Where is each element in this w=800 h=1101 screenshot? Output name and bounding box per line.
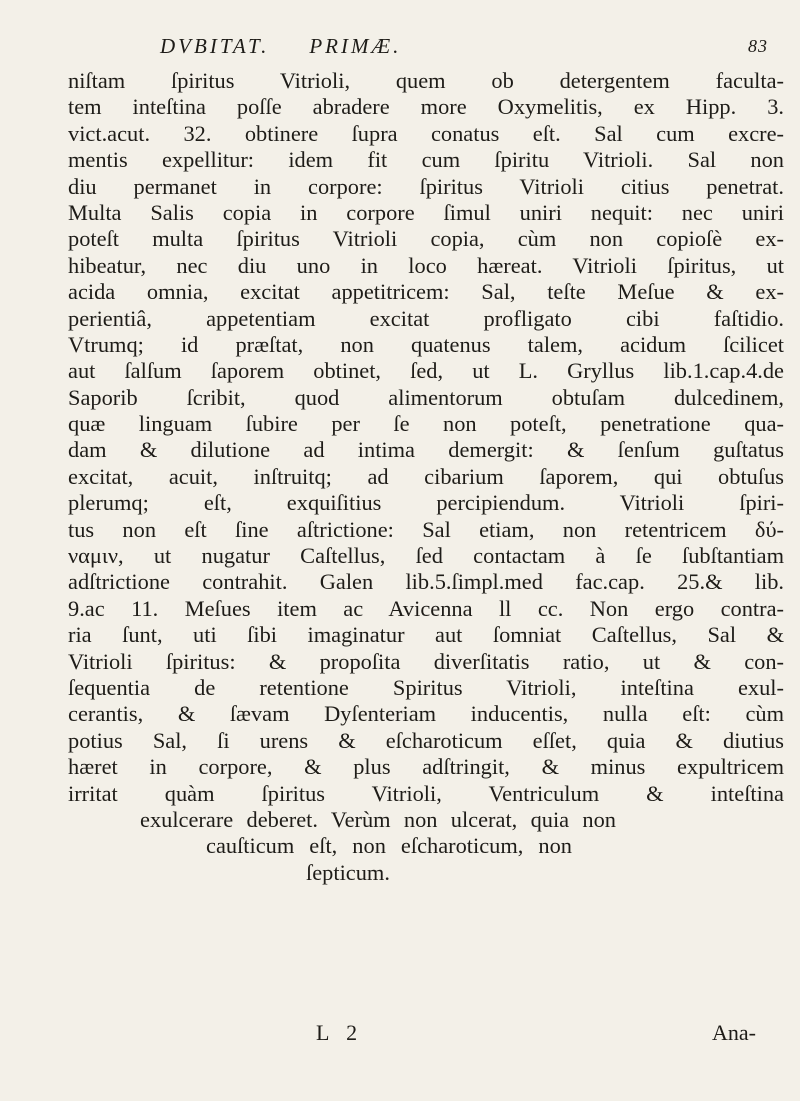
text-line: plerumq; eſt, exquiſitius percipiendum. Vitrioli ſpiri- [68,490,784,516]
text-line: diu permanet in corpore: ſpiritus Vitrioli citius penetrat. [68,173,784,199]
text-line: perientiâ, appetentiam excitat profligato cibi faſtidio. [68,305,784,331]
signature-mark: L 2 [316,1020,364,1045]
text-line: excitat, acuit, inſtruitq; ad cibarium ſaporem, qui obtuſus [68,463,784,489]
text-line: adſtrictione contrahit. Galen lib.5.ſimpl.med fac.cap. 25.& lib. [68,569,784,595]
text-line: poteſt multa ſpiritus Vitrioli copia, cùm non copioſè ex- [68,226,784,252]
text-line: Vitrioli ſpiritus: & propoſita diverſitatis ratio, ut & con- [68,648,784,674]
text-line: 9.ac 11. Meſues item ac Avicenna ll cc. Non ergo contra- [68,595,784,621]
text-line: ſequentia de retentione Spiritus Vitrioli, inteſtina exul- [68,674,784,700]
text-line: ναμιν, ut nugatur Caſtellus, ſed contactam à ſe ſubſtantiam [68,543,784,569]
text-line: niſtam ſpiritus Vitrioli, quem ob detergentem faculta- [68,68,784,93]
main-text [68,68,784,886]
page-number: 83 [748,36,768,56]
text-line: dam & dilutione ad intima demergit: & ſenſum guſtatus [68,437,784,463]
text-line: exulcerare deberet. Verùm non ulcerat, quia non [140,806,616,832]
running-head [160,34,780,64]
page-footer [68,1020,784,1050]
text-line: hibeatur, nec diu uno in loco hæreat. Vitrioli ſpiritus, ut [68,252,784,278]
text-line: tem inteſtina poſſe abradere more Oxymelitis, ex Hipp. 3. [68,94,784,120]
running-title-part1: DVBITAT. [160,34,270,58]
text-line: cerantis, & ſævam Dyſenteriam inducentis, nulla eſt: cùm [68,701,784,727]
text-line: Multa Salis copia in corpore ſimul uniri nequit: nec uniri [68,199,784,225]
text-line: aut ſalſum ſaporem obtinet, ſed, ut L. Gryllus lib.1.cap.4.de [68,358,784,384]
text-line: mentis expellitur: idem fit cum ſpiritu Vitrioli. Sal non [68,147,784,173]
text-line: ria ſunt, uti ſibi imaginatur aut ſomniat Caſtellus, Sal & [68,622,784,648]
text-line: quæ linguam ſubire per ſe non poteſt, penetratione qua- [68,411,784,437]
text-line: potius Sal, ſi urens & eſcharoticum eſſet, quia & diutius [68,727,784,753]
text-line: tus non eſt ſine aſtrictione: Sal etiam, non retentricem δύ- [68,516,784,542]
catchword: Ana- [712,1020,756,1045]
text-line: hæret in corpore, & plus adſtringit, & minus expultricem [68,754,784,780]
running-title [160,34,401,59]
text-line: irritat quàm ſpiritus Vitrioli, Ventriculum & inteſtina [68,780,784,806]
running-title-part2: PRIMÆ. [309,34,402,58]
text-line: vict.acut. 32. obtinere ſupra conatus eſt. Sal cum excre- [68,120,784,146]
text-line: ſepticum. [306,859,390,885]
text-line: acida omnia, excitat appetitricem: Sal, teſte Meſue & ex- [68,279,784,305]
text-line: Saporib ſcribit, quod alimentorum obtuſam dulcedinem, [68,384,784,410]
text-line: cauſticum eſt, non eſcharoticum, non [206,833,572,859]
text-line: Vtrumq; id præſtat, non quatenus talem, acidum ſcilicet [68,331,784,357]
